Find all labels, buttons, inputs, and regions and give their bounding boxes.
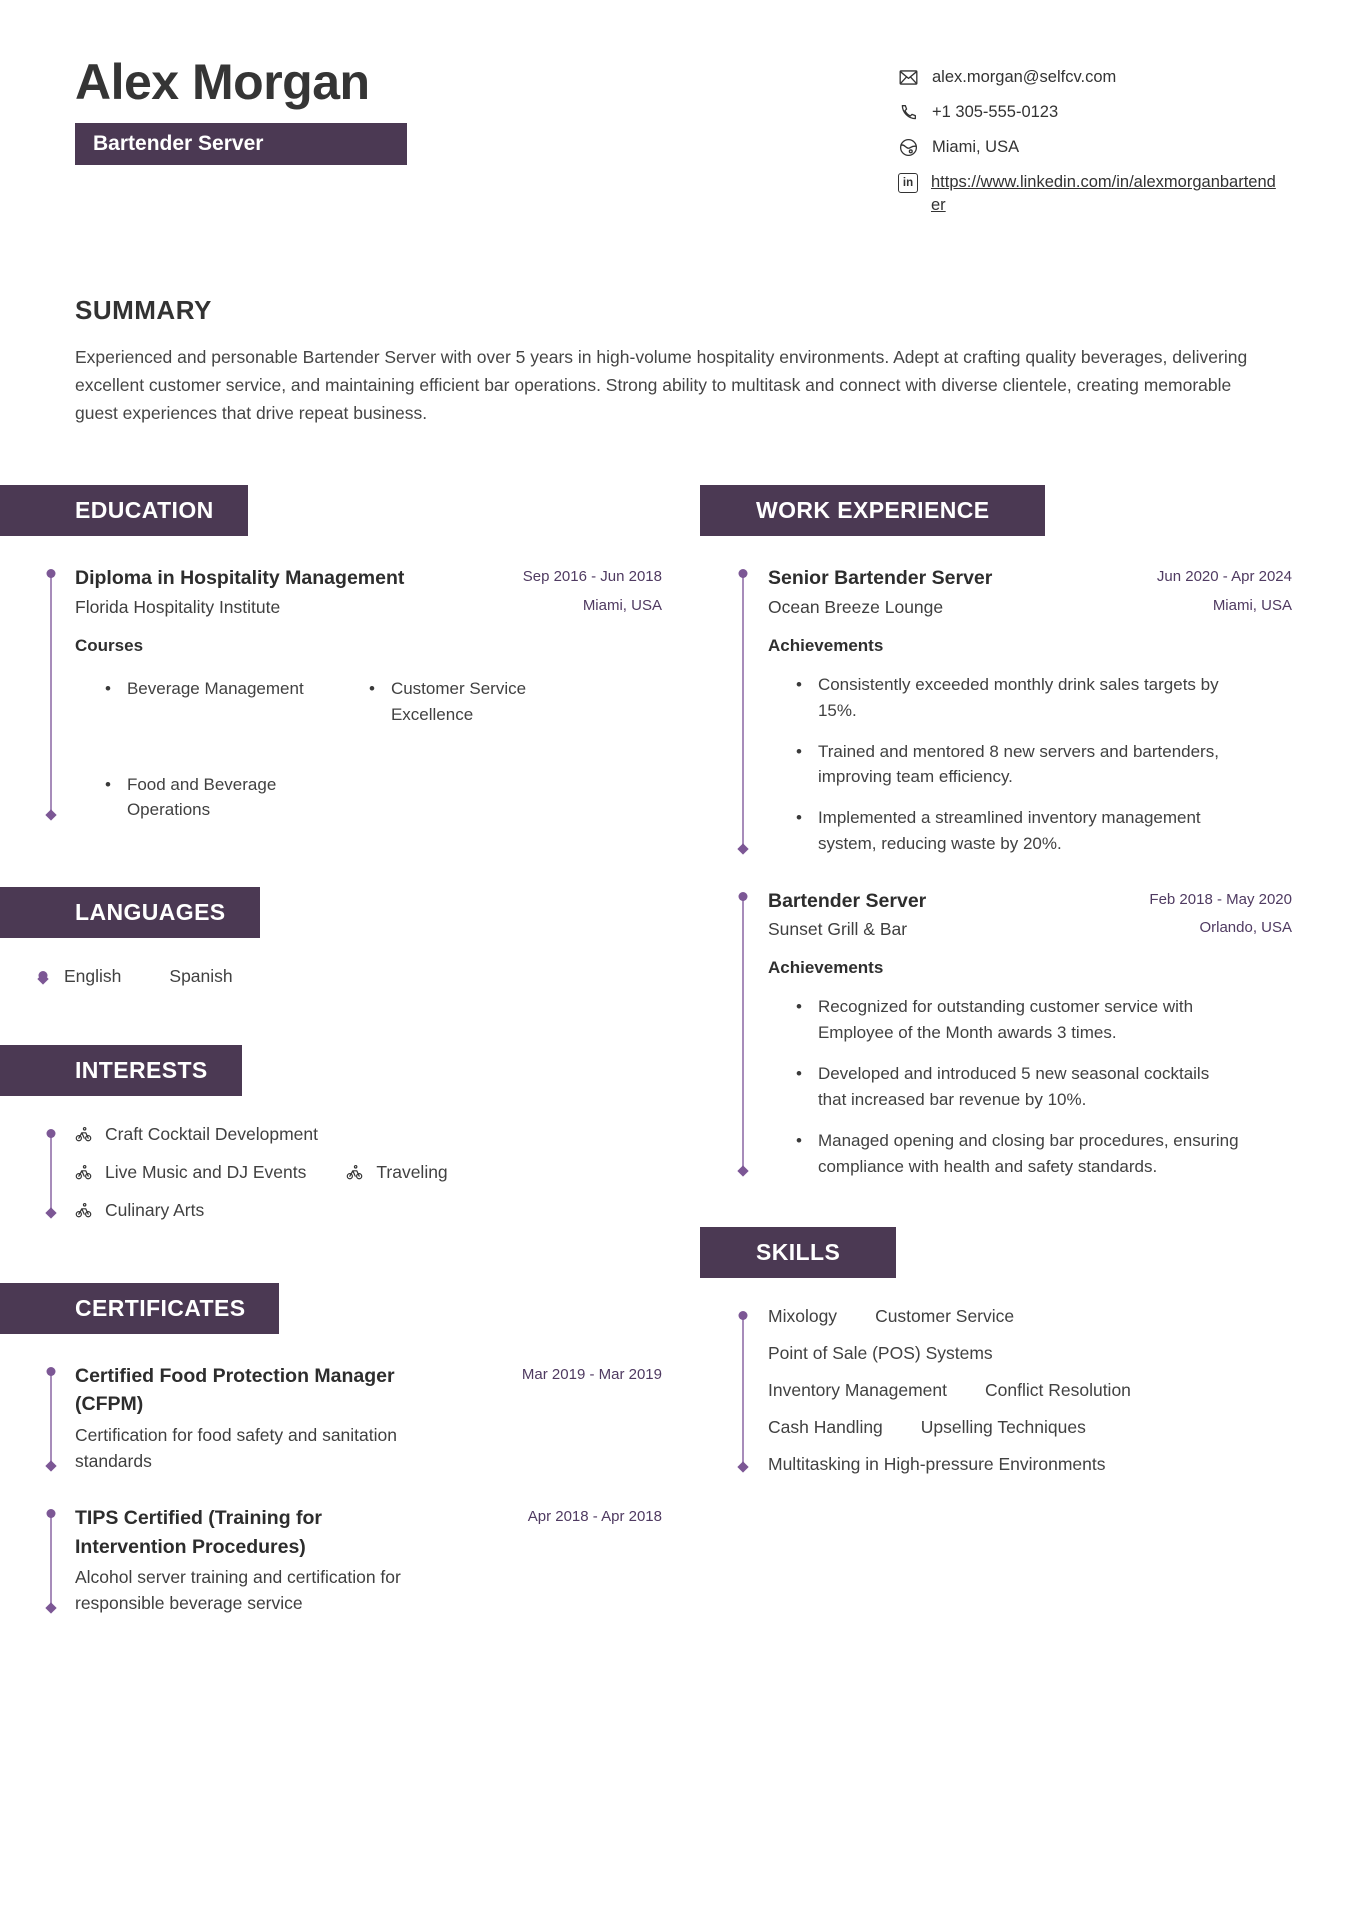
contact-block <box>898 56 1290 229</box>
course-item: • Beverage Management <box>105 676 343 728</box>
achievements-list <box>796 672 1292 857</box>
name-heading: Alex Morgan <box>75 54 370 110</box>
achievement-item: • Recognized for outstanding customer service with Employee of the Month awards 3 times. <box>796 994 1292 1046</box>
bullet: • <box>369 678 375 698</box>
interests-list <box>75 1124 662 1221</box>
interest-item: Traveling <box>346 1162 447 1183</box>
course-item: • Food and Beverage Operations <box>105 772 343 824</box>
cyclist-icon <box>346 1164 363 1181</box>
job-entry <box>742 564 1292 856</box>
contact-email-row <box>898 66 1290 89</box>
achievement-item: • Consistently exceeded monthly drink sales targets by 15%. <box>796 672 1292 724</box>
job-title-badge: Bartender Server <box>75 123 407 165</box>
phone-icon <box>898 102 919 123</box>
achievements-list <box>796 994 1292 1179</box>
location-globe-icon <box>898 137 919 158</box>
company-name: Sunset Grill & Bar <box>768 919 908 940</box>
contact-phone-row <box>898 101 1290 124</box>
interest-item: Craft Cocktail Development <box>75 1124 318 1145</box>
skill-item: Upselling Techniques <box>920 1417 1086 1438</box>
certificate-entry <box>50 1362 662 1474</box>
certificates-heading: CERTIFICATES <box>0 1283 279 1334</box>
education-heading: EDUCATION <box>0 485 248 536</box>
contact-phone: +1 305-555-0123 <box>932 103 1059 122</box>
achievement-item: • Trained and mentored 8 new servers and bartenders, improving team efficiency. <box>796 739 1292 791</box>
school-name: Florida Hospitality Institute <box>75 596 281 617</box>
cyclist-icon <box>75 1164 92 1181</box>
contact-linkedin-row <box>898 171 1290 217</box>
linkedin-icon: in <box>898 173 918 193</box>
interest-item: Culinary Arts <box>75 1200 204 1221</box>
degree-title: Diploma in Hospitality Management <box>75 567 405 590</box>
skill-item: Point of Sale (POS) Systems <box>768 1343 993 1364</box>
linkedin-link[interactable]: https://www.linkedin.com/in/alexmorganbartender <box>931 173 1276 215</box>
bullet: • <box>796 674 802 694</box>
timeline-rail <box>50 1134 52 1212</box>
bullet: • <box>105 774 111 794</box>
languages-entry <box>42 966 662 987</box>
contact-email: alex.morgan@selfcv.com <box>932 68 1117 86</box>
job-location: Orlando, USA <box>1199 919 1292 937</box>
interest-item: Live Music and DJ Events <box>75 1162 306 1183</box>
skill-item: Inventory Management <box>768 1380 947 1401</box>
achievement-item: • Developed and introduced 5 new seasonal cocktails that increased bar revenue by 10%. <box>796 1061 1292 1113</box>
achievement-item: • Managed opening and closing bar procedures, ensuring compliance with health and safety standards. <box>796 1128 1292 1180</box>
certificate-dates: Mar 2019 - Mar 2019 <box>521 1366 662 1384</box>
job-entry <box>742 887 1292 1179</box>
summary-heading: SUMMARY <box>75 295 212 326</box>
right-column <box>662 485 1350 1475</box>
timeline-rail <box>742 1316 744 1466</box>
body-columns <box>0 485 1350 1616</box>
bullet: • <box>796 997 802 1017</box>
header <box>0 0 1350 229</box>
achievement-item: • Implemented a streamlined inventory management system, reducing waste by 20%. <box>796 805 1292 857</box>
skills-heading: SKILLS <box>700 1227 896 1278</box>
certificate-entry <box>50 1504 662 1616</box>
email-icon <box>898 67 919 88</box>
interests-heading: INTERESTS <box>0 1045 242 1096</box>
skill-item: Mixology <box>768 1306 838 1327</box>
languages-heading: LANGUAGES <box>0 887 260 938</box>
bullet: • <box>796 741 802 761</box>
left-column <box>0 485 662 1616</box>
bullet: • <box>796 1130 802 1150</box>
achievements-label: Achievements <box>768 635 884 655</box>
certificate-title: TIPS Certified (Training for Intervention Procedures) <box>75 1507 323 1558</box>
summary-section <box>0 295 1350 427</box>
company-name: Ocean Breeze Lounge <box>768 596 944 617</box>
achievements-label: Achievements <box>768 958 884 978</box>
cyclist-icon <box>75 1126 92 1143</box>
contact-location-row <box>898 136 1290 159</box>
timeline-rail <box>50 1514 52 1607</box>
summary-text: Experienced and personable Bartender Server with over 5 years in high-volume hospitality environments. Adept at crafting quality beverages, delivering excellent customer service, and maintaining efficient bar operations. Strong ability to multitask and connect with diverse clientele, creating memorable guest experiences that drive repeat business. <box>75 347 1248 423</box>
interests-entry <box>50 1124 662 1221</box>
timeline-rail <box>50 1372 52 1465</box>
bullet: • <box>796 1064 802 1084</box>
job-dates: Jun 2020 - Apr 2024 <box>1156 568 1292 586</box>
certificate-title: Certified Food Protection Manager (CFPM) <box>75 1365 395 1416</box>
course-item: • Customer Service Excellence <box>369 676 662 728</box>
education-dates: Sep 2016 - Jun 2018 <box>522 568 662 586</box>
identity-block <box>75 56 407 229</box>
certificate-description: Certification for food safety and sanitation standards <box>75 1424 397 1471</box>
job-dates: Feb 2018 - May 2020 <box>1149 890 1292 908</box>
timeline-rail <box>742 897 744 1170</box>
timeline-rail <box>50 574 52 814</box>
work-experience-heading: WORK EXPERIENCE <box>700 485 1045 536</box>
skill-item: Cash Handling <box>768 1417 883 1438</box>
certificate-description: Alcohol server training and certification for responsible beverage service <box>75 1566 401 1614</box>
education-location: Miami, USA <box>582 596 662 614</box>
courses-list <box>105 676 662 823</box>
timeline-rail <box>742 574 744 847</box>
job-title: Bartender Server <box>768 889 927 912</box>
skills-entry <box>742 1306 1292 1475</box>
timeline-rail <box>42 976 44 978</box>
courses-label: Courses <box>75 635 144 655</box>
language-item: Spanish <box>169 966 233 987</box>
skill-item: Multitasking in High-pressure Environments <box>768 1454 1106 1475</box>
skill-item: Conflict Resolution <box>985 1380 1131 1401</box>
bullet: • <box>796 808 802 828</box>
job-location: Miami, USA <box>1212 596 1292 614</box>
cyclist-icon <box>75 1202 92 1219</box>
job-title: Senior Bartender Server <box>768 567 993 590</box>
contact-location: Miami, USA <box>932 138 1020 157</box>
education-entry <box>50 564 662 823</box>
certificate-dates: Apr 2018 - Apr 2018 <box>527 1508 662 1526</box>
languages-list <box>64 966 662 987</box>
skills-list <box>768 1306 1292 1475</box>
language-item: English <box>64 966 122 987</box>
bullet: • <box>105 678 111 698</box>
skill-item: Customer Service <box>875 1306 1015 1327</box>
